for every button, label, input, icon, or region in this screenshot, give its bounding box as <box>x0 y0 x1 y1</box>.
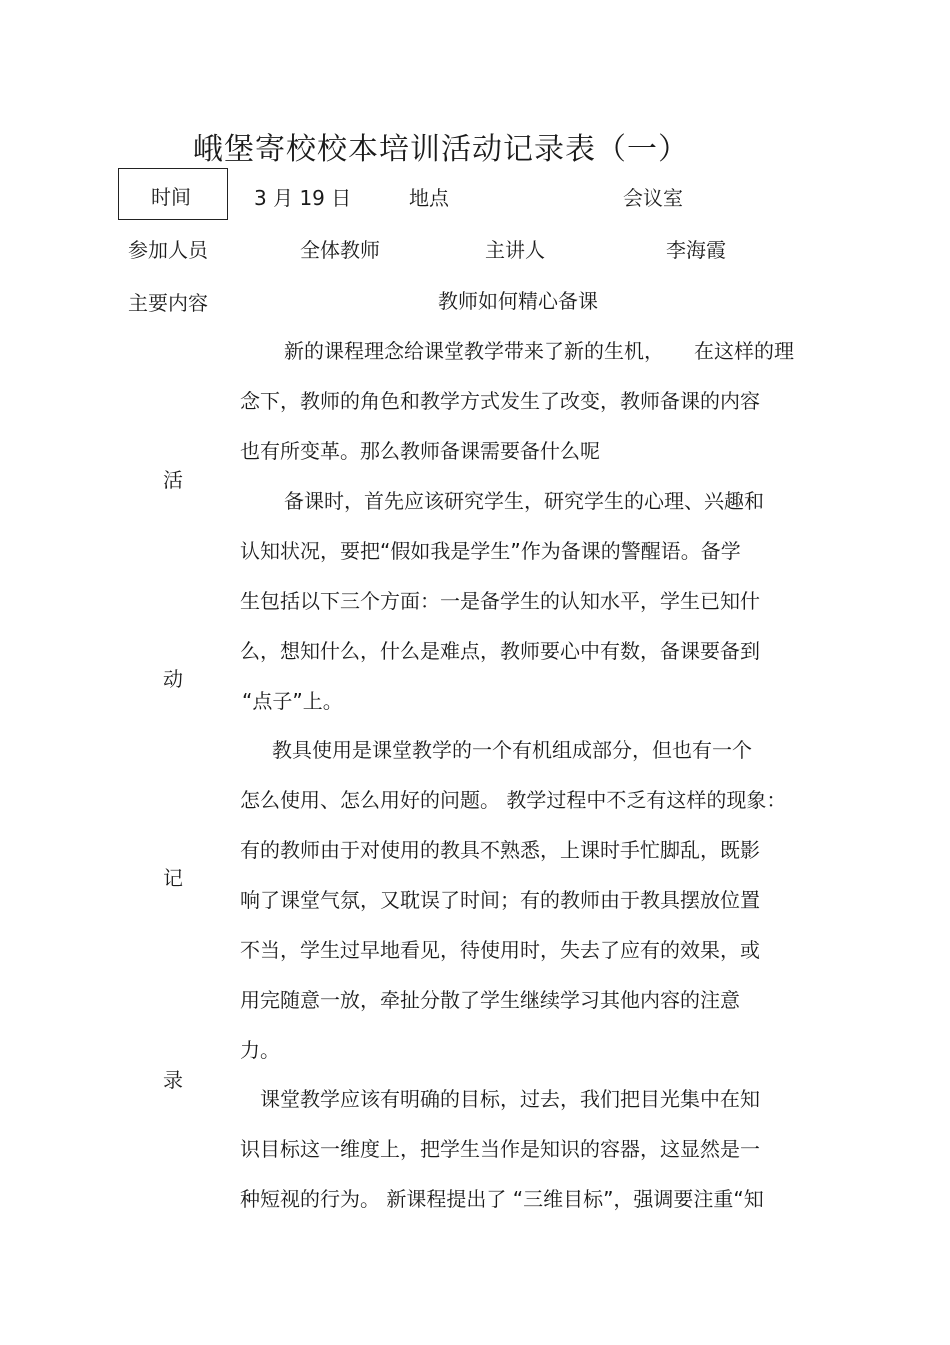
content-label: 主要内容 <box>128 291 208 315</box>
paragraph-line: 用完随意一放，牵扯分散了学生继续学习其他内容的注意 <box>240 988 740 1012</box>
paragraph-line: 课堂教学应该有明确的目标，过去，我们把目光集中在知 <box>260 1087 760 1111</box>
paragraph-line: 响了课堂气氛，又耽误了时间；有的教师由于教具摆放位置 <box>240 888 760 912</box>
paragraph-line: 认知状况，要把“假如我是学生”作为备课的警醒语。备学 <box>240 539 741 563</box>
record-paragraph <box>240 725 786 1075</box>
page-title: 峨堡寄校校本培训活动记录表（一） <box>193 132 689 167</box>
time-label: 时间 <box>151 185 191 209</box>
paragraph-line: 识目标这一维度上，把学生当作是知识的容器，这显然是一 <box>240 1137 760 1161</box>
paragraph-line: 么，想知什么，什么是难点，教师要心中有数，备课要备到 <box>240 639 760 663</box>
paragraph-line: 备课时，首先应该研究学生，研究学生的心理、兴趣和 <box>284 489 764 513</box>
record-paragraph <box>240 476 764 726</box>
record-label-char: 动 <box>163 667 183 691</box>
place-label: 地点 <box>409 186 449 210</box>
record-label-char: 记 <box>163 866 183 890</box>
record-label-char: 活 <box>163 468 183 492</box>
paragraph-line: “点子”上。 <box>242 689 343 713</box>
paragraph-line: 教具使用是课堂教学的一个有机组成部分，但也有一个 <box>272 738 752 762</box>
place-value: 会议室 <box>623 186 683 210</box>
time-value: 3 月 19 日 <box>254 186 352 210</box>
paragraph-line: 也有所变革。那么教师备课需要备什么呢 <box>240 439 600 463</box>
paragraph-line: 怎么使用、怎么用好的问题。 教学过程中不乏有这样的现象： <box>240 788 787 812</box>
participants-value: 全体教师 <box>300 238 380 262</box>
time-label-cell <box>118 168 228 220</box>
paragraph-line: 力。 <box>240 1038 280 1062</box>
paragraph-line: 念下，教师的角色和教学方式发生了改变，教师备课的内容 <box>240 389 760 413</box>
paragraph-line: 种短视的行为。 新课程提出了 “三维目标”，强调要注重“知 <box>240 1187 764 1211</box>
paragraph-line: 不当，学生过早地看见，待使用时，失去了应有的效果，或 <box>240 938 760 962</box>
speaker-value: 李海霞 <box>666 238 726 262</box>
paragraph-line: 生包括以下三个方面：一是备学生的认知水平，学生已知什 <box>240 589 760 613</box>
paragraph-line: 有的教师由于对使用的教具不熟悉，上课时手忙脚乱，既影 <box>240 838 760 862</box>
record-paragraph <box>240 1074 764 1224</box>
content-value: 教师如何精心备课 <box>438 289 598 313</box>
participants-label: 参加人员 <box>128 238 208 262</box>
record-paragraph <box>240 326 794 476</box>
speaker-label: 主讲人 <box>485 238 545 262</box>
paragraph-line: 新的课程理念给课堂教学带来了新的生机， 在这样的理 <box>284 339 794 363</box>
record-label-char: 录 <box>163 1068 183 1092</box>
